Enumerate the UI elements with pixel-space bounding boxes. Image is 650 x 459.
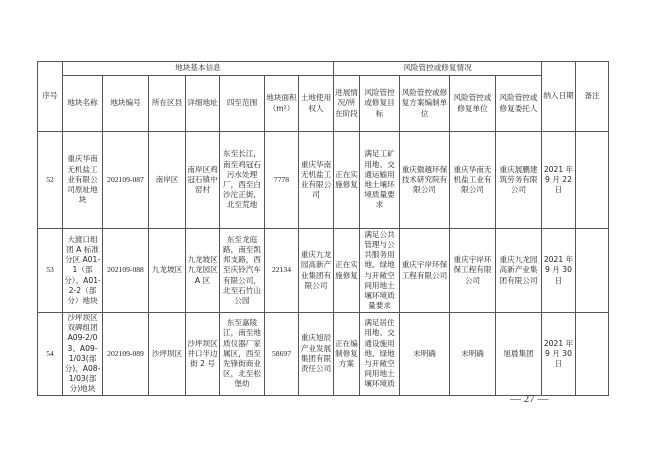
cell-boundary: 东至长江，南至鸡冠石污水处理厂，西至白沙沱正街，北至荒地 [220,132,265,229]
header-boundary: 四至范围 [220,76,265,132]
cell-index: 54 [38,313,63,396]
cell-address: 九龙坡区九龙园区 A 区 [186,229,220,313]
table-row [38,132,609,229]
cell-district: 九龙坡区 [149,229,186,313]
cell-code: 202109-089 [103,313,149,396]
page-number: — 27 — [510,393,549,405]
cell-plan-unit: 未明确 [400,313,450,396]
header-remark: 备注 [576,62,609,132]
header-area: 地块面积（m²） [265,76,299,132]
header-name: 地块名称 [63,76,103,132]
header-plan-unit: 风险管控或修复方案编制单位 [400,76,450,132]
header-column-row [38,76,609,132]
cell-code: 202109-088 [103,229,149,313]
cell-owner: 重庆旭辰产业发展集团有限责任公司 [299,313,334,396]
header-owner: 土地使用权人 [299,76,334,132]
cell-address: 沙坪坝区井口半边街 2 号 [186,313,220,396]
cell-repair-unit: 未明确 [450,313,496,396]
contaminated-land-table [37,61,609,396]
header-target: 风险管控或修复目标 [360,76,400,132]
header-progress: 进展情况/所在阶段 [334,76,360,132]
cell-repair-unit: 重庆华南无机盐工业有限公司 [450,132,496,229]
cell-remark [576,313,609,396]
cell-date: 2021 年 9 月 30 日 [542,229,576,313]
cell-progress: 正在编制修复方案 [334,313,360,396]
cell-area: 58697 [265,313,299,396]
header-date: 纳入日期 [542,62,576,132]
header-client: 风险管控或修复委托人 [496,76,542,132]
cell-plan-unit: 重庆傲越环保技术研究院有限公司 [400,132,450,229]
header-address: 详细地址 [186,76,220,132]
cell-client: 重庆九龙园高新产业集团有限公司 [496,229,542,313]
cell-repair-unit: 重庆宇岸环保工程有限公司 [450,229,496,313]
cell-boundary: 东至龙庭路，南至凯邦支路，西至庆铃汽车有限公司，北至石竹山公园 [220,229,265,313]
header-group-row [38,62,609,76]
cell-target: 满足工矿用地、交通运输用地土壤环境质量要求 [360,132,400,229]
cell-index: 53 [38,229,63,313]
cell-owner: 重庆九龙园高新产业集团有限公司 [299,229,334,313]
cell-progress: 正在实施修复 [334,229,360,313]
header-district: 所在区县 [149,76,186,132]
cell-area: 22134 [265,229,299,313]
cell-target: 满足公共管理与公共服务用地、绿地与开敞空间用地土壤环境质量要求 [360,229,400,313]
cell-date: 2021 年 9 月 30 日 [542,313,576,396]
cell-client: 重庆展鹏建筑劳务有限公司 [496,132,542,229]
cell-boundary: 东至嘉陵江，南至地质仪器厂家属区，西至先锋街商业区，北至松堡幼 [220,313,265,396]
cell-district: 沙坪坝区 [149,313,186,396]
header-group-basic: 地块基本信息 [63,62,334,76]
cell-plan-unit: 重庆宇岸环保工程有限公司 [400,229,450,313]
cell-code: 202109-087 [103,132,149,229]
cell-client: 旭晨集团 [496,313,542,396]
cell-owner: 重庆华南无机盐工业有限公司 [299,132,334,229]
cell-remark [576,229,609,313]
cell-name: 大渡口组团 A 标准分区 A01-1（部分）、A01-2-2（部分）地块 [63,229,103,313]
cell-target: 满足居住用地、交通设施用地、绿地与开敞空间用地土壤环境质 [360,313,400,396]
header-index: 序号 [38,62,63,132]
cell-date: 2021 年 9 月 22 日 [542,132,576,229]
cell-index: 52 [38,132,63,229]
cell-address: 南岸区鸡冠石镇中窑村 [186,132,220,229]
cell-name: 重庆华南无机盐工业有限公司原址地块 [63,132,103,229]
header-repair-unit: 风险管控或修复单位 [450,76,496,132]
header-group-risk: 风险管控或修复情况 [334,62,542,76]
cell-name: 沙坪坝区双碑组团 A09-2/03、A09-1/03(部分)、A08-1/03(部分)地块 [63,313,103,396]
cell-progress: 正在实施修复 [334,132,360,229]
cell-remark [576,132,609,229]
cell-area: 7778 [265,132,299,229]
table-row [38,313,609,396]
table-row [38,229,609,313]
cell-district: 南岸区 [149,132,186,229]
header-code: 地块编号 [103,76,149,132]
